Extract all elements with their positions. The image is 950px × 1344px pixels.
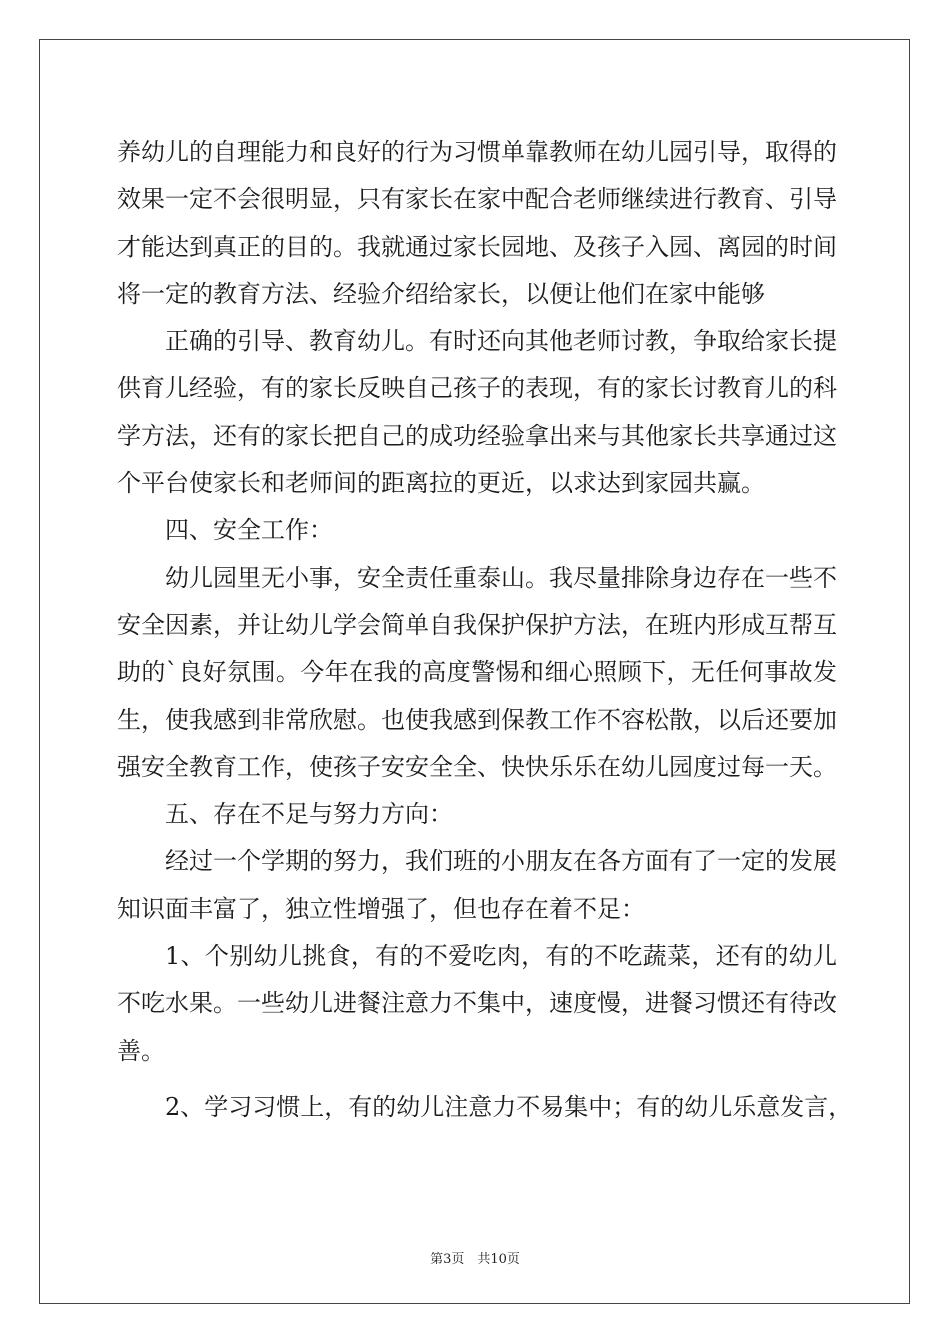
document-body [117,129,853,1131]
text-line: 强安全教育工作，使孩子安安全全、快快乐乐在幼儿园度过每一天。 [117,752,837,781]
text-line: 个平台使家长和老师间的距离拉的更近，以求达到家园共赢。 [117,469,765,498]
text-line: 将一定的教育方法、经验介绍给家长，以便让他们在家中能够 [117,279,765,308]
text-line: 供育儿经验，有的家长反映自己孩子的表现，有的家长讨教育儿的科 [117,374,837,403]
text-line: 不吃水果。一些幼儿进餐注意力不集中，速度慢，进餐习惯还有待改 [117,989,837,1018]
page-footer: 第3页 共10页 [430,1252,520,1267]
text-line: 安全因素，并让幼儿学会简单自我保护保护方法，在班内形成互帮互 [117,610,837,639]
text-line: 助的`良好氛围。今年在我的高度警惕和细心照顾下，无任何事故发 [117,658,837,687]
text-line: 幼儿园里无小事，安全责任重泰山。我尽量排除身边存在一些不 [165,563,837,592]
text-line: 知识面丰富了，独立性增强了，但也存在着不足： [117,894,645,923]
text-line: 生，使我感到非常欣慰。也使我感到保教工作不容松散，以后还要加 [117,705,837,734]
text-line: 才能达到真正的目的。我就通过家长园地、及孩子入园、离园的时间 [117,232,837,261]
text-line: 经过一个学期的努力，我们班的小朋友在各方面有了一定的发展 [165,847,837,876]
text-line: 1、个别幼儿挑食，有的不爱吃肉，有的不吃蔬菜，还有的幼儿 [165,942,837,971]
text-line: 学方法，还有的家长把自己的成功经验拿出来与其他家长共享通过这 [117,421,837,450]
text-line: 四、安全工作： [165,516,333,545]
text-line: 正确的引导、教育幼儿。有时还向其他老师讨教，争取给家长提 [165,327,837,356]
text-line: 养幼儿的自理能力和良好的行为习惯单靠教师在幼儿园引导，取得的 [117,138,837,166]
text-line: 2、学习习惯上，有的幼儿注意力不易集中；有的幼儿乐意发言， [165,1092,853,1121]
text-line: 善。 [117,1036,165,1065]
text-line: 效果一定不会很明显，只有家长在家中配合老师继续进行教育、引导 [117,185,837,214]
text-line: 五、存在不足与努力方向： [165,800,453,829]
